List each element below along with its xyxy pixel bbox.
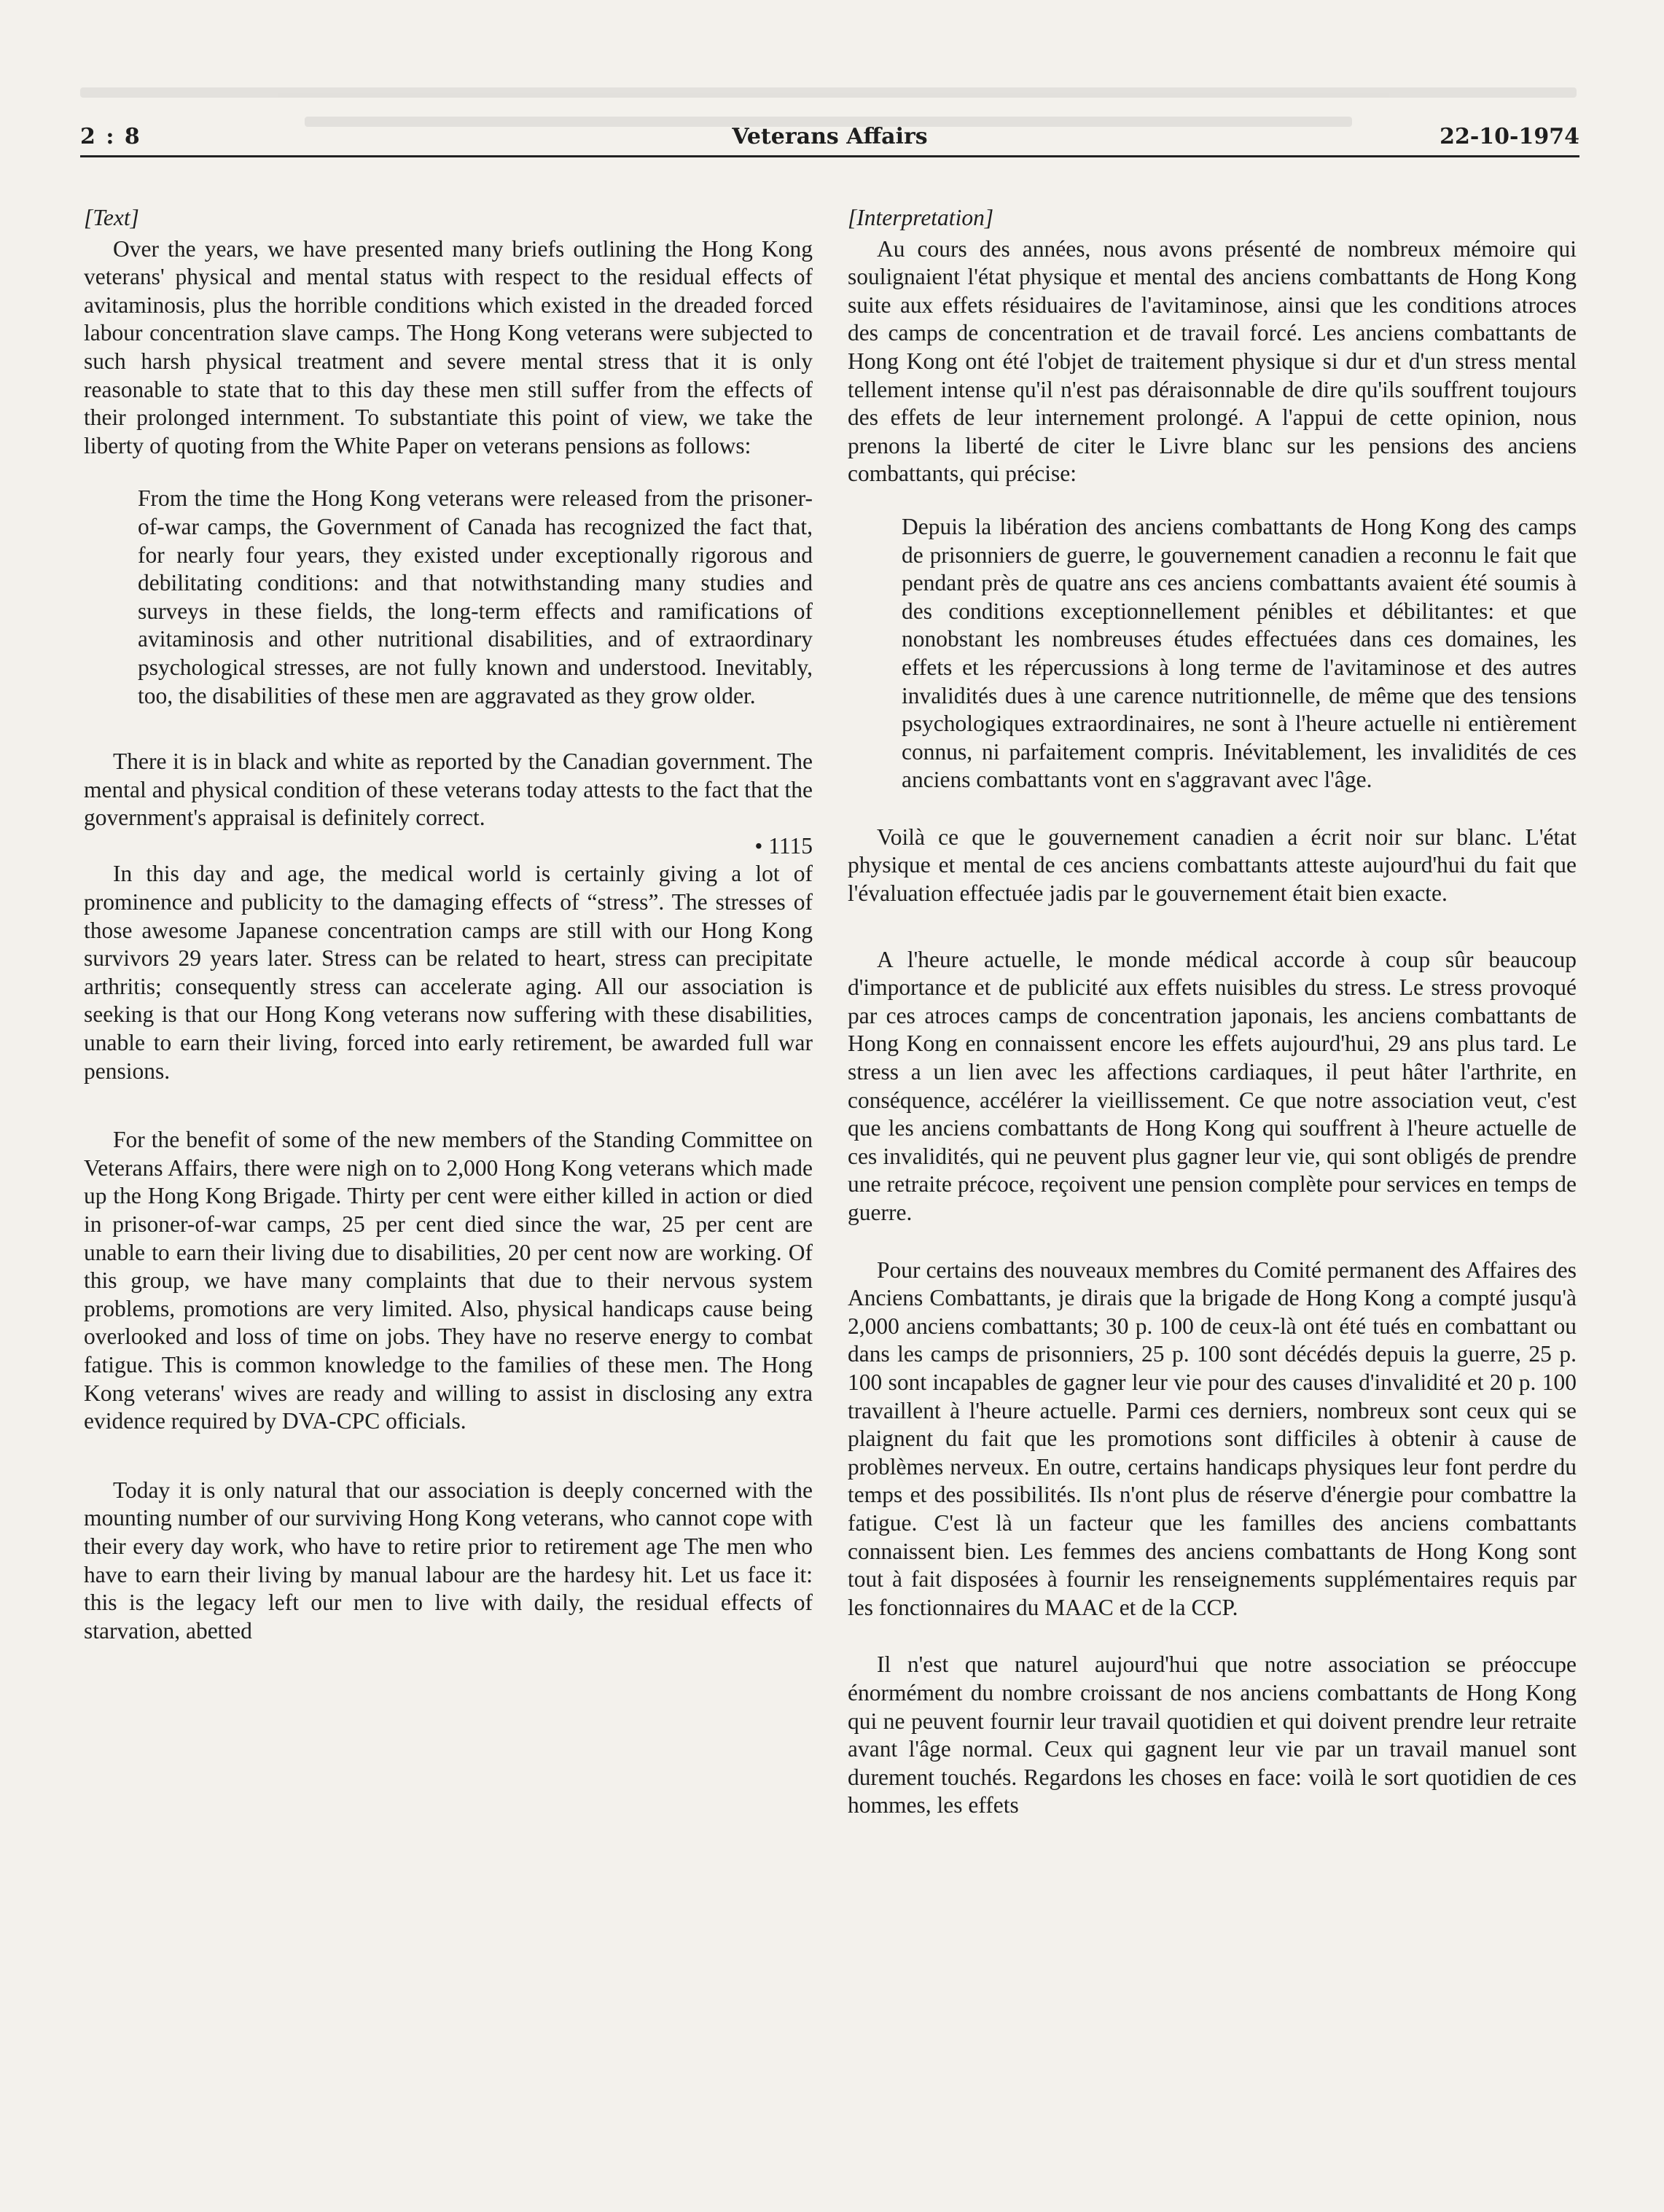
block-quote: From the time the Hong Kong veterans were released from the prisoner-of-war camps, the Government of Canada has recognized the fact that, for nearly four years, they existed under exceptionally rigorous and debilitating conditions: and that notwithstanding many studies and surveys in these fields, the long-term effects and ramifications of avitaminosis and other nutritional disabilities, and of extraordinary psychological stresses, are not fully known and understood. Inevitably, too, the disabilities of these men are aggravated as they grow older. <box>138 485 813 708</box>
paragraph-4-fr: Pour certains des nouveaux membres du Comité permanent des Affaires des Anciens Combattants, je dirais que la brigade de Hong Kong a compté jusqu'à 2,000 anciens combattants; 30 p. 100 de ceux-là ont été tués en combattant ou dans les camps de prisonniers, 25 p. 100 sont décédés depuis la guerre, 25 p. 100 sont incapables de gagner leur vie pour des causes d'invalidité et 20 p. 100 travaillent à l'heure actuelle. Parmi ces derniers, nombreux sont ceux qui se plaignent du fait que les promotions sont difficiles à obtenir à cause de problèmes nerveux. En outre, certains handicaps physiques leur font perdre du temps et des possibilités. Ils n'ont plus de réserve d'énergie pour combattre la fatigue. C'est là un facteur que les familles des anciens combattants connaissent bien. Les femmes des anciens combattants de Hong Kong sont tout à fait disposées à fournir les renseignements supplémentaires requis par les fonctionnaires du MAAC et de la CCP. <box>848 1257 1577 1620</box>
paragraph-4: For the benefit of some of the new members of the Standing Committee on Veterans Affairs, there were nigh on to 2,000 Hong Kong veterans which made up the Hong Kong Brigade. Thirty per cent were either killed in action or died in prisoner-of-war camps, 25 per cent died since the war, 25 per cent are unable to earn their living due to disabilities, 20 per cent now are working. Of this group, we have many complaints that due to their nervous system problems, promotions are very limited. Also, physical handicaps cause being overlooked and loss of time on jobs. They have no reserve energy to combat fatigue. This is common knowledge to the families of these men. The Hong Kong veterans' wives are ready and willing to assist in disclosing any extra evidence required by DVA-CPC officials. <box>84 1127 813 1434</box>
block-quote-fr: Depuis la libération des anciens combattants de Hong Kong des camps de prisonniers de guerre, le gouvernement canadien a reconnu le fait que pendant près de quatre ans ces anciens combattants avaient été soumis à des conditions exceptionnellement pénibles et débilitantes: et que nonobstant les nombreuses études effectuées dans ces domaines, les effets et les répercussions à long terme de l'avitaminose et des autres invalidités dues à une carence nutritionnelle, de même que des tensions psychologiques extraordinaires, ne sont à l'heure actuelle ni entièrement connus, ni parfaitement compris. Inévitablement, les invalidités de ces anciens combattants vont en s'aggravant avec l'âge. <box>902 513 1577 793</box>
paragraph-3-fr: A l'heure actuelle, le monde médical accorde à coup sûr beaucoup d'importance et de publicité aux effets nuisibles du stress. Le stress provoqué par ces atroces camps de concentration japonais, les anciens combattants de Hong Kong en connaissent encore les effets aujourd'hui, 29 ans plus tard. Le stress a un lien avec les affections cardiaques, il peut hâter l'arthrite, en conséquence, accélérer la vieillissement. Ce que notre association veut, c'est que les anciens combattants de Hong Kong qui souffrent à l'heure actuelle de ces invalidités, qui ne peuvent plus gagner leur vie, qui sont obligés de prendre une retraite précoce, reçoivent une pension complète pour services en temps de guerre. <box>848 946 1577 1225</box>
running-header <box>80 117 1579 157</box>
french-column <box>848 204 1577 1820</box>
text-label: [Text] <box>84 205 139 230</box>
paragraph-5: Today it is only natural that our association is deeply concerned with the mounting number of our surviving Hong Kong veterans, who cannot cope with their every day work, who have to retire prior to retirement age The men who have to earn their living by manual labour are the hardesy hit. Let us face it: this is the legacy left our men to live with daily, the residual effects of starvation, abetted <box>84 1477 813 1644</box>
header-rule <box>80 155 1579 157</box>
paragraph-2: There it is in black and white as reported by the Canadian government. The mental and physical condition of these veterans today attests to the fact that the government's appraisal is definitely correct. <box>84 749 813 831</box>
header-date: 22-10-1974 <box>1440 124 1579 149</box>
paragraph-5-fr: Il n'est que naturel aujourd'hui que notre association se préoccupe énormément du nombre croissant de nos anciens combattants de Hong Kong qui ne peuvent fournir leur travail quotidien et qui doivent prendre leur retraite avant l'âge normal. Ceux qui gagnent leur vie par un travail manuel sont durement touchés. Regardons les choses en face: voilà le sort quotidien de ces hommes, les effets <box>848 1652 1577 1818</box>
header-title: Veterans Affairs <box>732 124 928 149</box>
paragraph-1: Over the years, we have presented many briefs outlining the Hong Kong veterans' physical and mental status with respect to the residual effects of avitaminosis, plus the horrible conditions which existed in the dreaded forced labour concentration slave camps. The Hong Kong veterans were subjected to such harsh physical treatment and severe mental stress that it is only reasonable to state that to this day these men still suffer from the effects of their prolonged internment. To substantiate this point of view, we take the liberty of quoting from the White Paper on veterans pensions as follows: <box>84 235 813 458</box>
paragraph-2-fr: Voilà ce que le gouvernement canadien a écrit noir sur blanc. L'état physique et mental de ces anciens combattants atteste aujourd'hui du fait que l'évaluation effectuée jadis par le gouvernement était bien exacte. <box>848 824 1577 907</box>
interpretation-label: [Interpretation] <box>848 205 994 230</box>
time-marker: • 1115 <box>754 832 813 859</box>
page-number: 2 : 8 <box>80 124 141 149</box>
paragraph-3: In this day and age, the medical world is certainly giving a lot of prominence and publicity to the damaging effects of “stress”. The stresses of those awesome Japanese concentration camps are still with our Hong Kong survivors 29 years later. Stress can be related to heart, stress can precipitate arthritis; consequently stress can accelerate aging. All our association is seeking is that our Hong Kong veterans now suffering with these disabilities, unable to earn their living, forced into early retirement, be awarded full war pensions. <box>84 861 813 1084</box>
english-column <box>84 204 813 1645</box>
paragraph-1-fr: Au cours des années, nous avons présenté de nombreux mémoire qui soulignaient l'état physique et mental des anciens combattants de Hong Kong suite aux effets résiduaires de l'avitaminose, ainsi que les conditions atroces des camps de concentration et de travail forcé. Les anciens combattants de Hong Kong ont été l'objet de traitement physique si dur et d'un stress mental tellement intense qu'il n'est pas déraisonnable de dire qu'ils souffrent toujours des effets de leur internement prolongé. A l'appui de cette opinion, nous prenons la liberté de citer le Livre blanc sur les pensions des anciens combattants, qui précise: <box>848 235 1577 487</box>
